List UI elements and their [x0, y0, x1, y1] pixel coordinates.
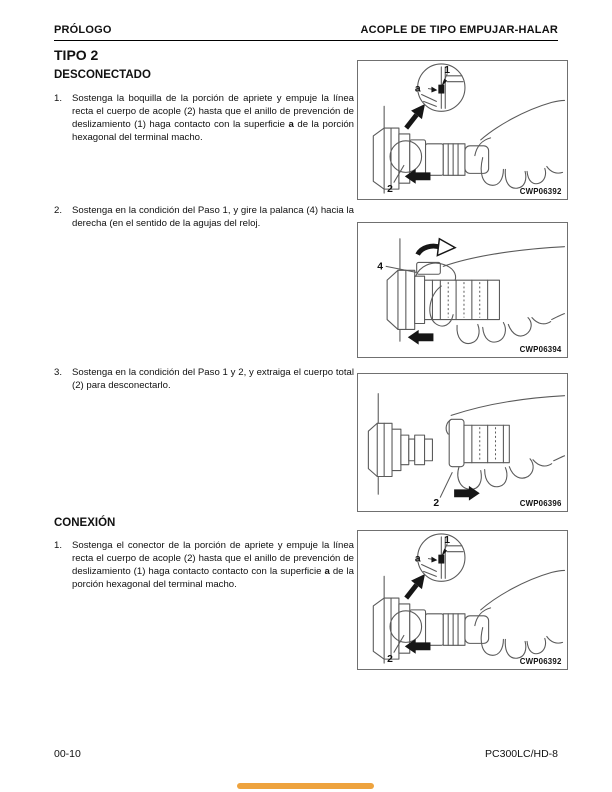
page-footer [54, 748, 558, 760]
step-text-bold: a [288, 119, 294, 130]
step-text-before: Sostenga la boquilla de la porción de apriete y empuje la línea recta el cuerpo de acople (2) hasta que el anillo de prevención de deslizamiento (1) haga contacto con la superficie [72, 93, 354, 130]
bottom-indicator-bar [237, 783, 374, 789]
page-number: 00-10 [54, 748, 81, 760]
figure-turn-lever [357, 222, 568, 358]
coupler-push-illustration [358, 61, 567, 199]
step-text-before: Sostenga en la condición del Paso 1 y 2, y extraiga el cuerpo total (2) para desconectarlo. [72, 367, 354, 391]
page-header [54, 24, 558, 41]
step-item-desconectado-3 [54, 366, 354, 392]
step-number: 2. [54, 205, 63, 216]
figure-caption: CWP06392 [519, 187, 562, 197]
step-item-desconectado-2 [54, 204, 354, 230]
section-title-tipo2: TIPO 2 [54, 47, 99, 63]
figure-caption: CWP06394 [519, 345, 562, 355]
coupler-lever-illustration [358, 223, 567, 357]
figure-label-a: a [414, 553, 421, 565]
coupler-push-illustration [358, 531, 567, 669]
figure-label-1: 1 [444, 534, 451, 546]
step-text-before: Sostenga en la condición del Paso 1, y gire la palanca (4) hacia la derecha (en el sentido de la agujas del reloj. [72, 205, 354, 229]
figure-disconnect-push [357, 60, 568, 200]
step-text-after: de la porción hexagonal del terminal macho. [72, 119, 354, 143]
figure-label-2: 2 [387, 654, 393, 666]
step-number: 3. [54, 367, 63, 378]
section-title-desconectado: DESCONECTADO [54, 69, 151, 81]
figure-label-1: 1 [444, 64, 451, 76]
step-text [72, 366, 354, 392]
step-text [72, 204, 354, 230]
step-text [72, 539, 354, 591]
figure-label-4: 4 [377, 261, 384, 273]
step-text [72, 92, 354, 144]
step-text-before: Sostenga el conector de la porción de apriete y empuje la línea recta el cuerpo de acople (2) hasta que el anillo de prevención de deslizamiento (1) haga contacto contacto con la superficie [72, 540, 354, 577]
coupler-pull-illustration [358, 374, 567, 511]
figure-label-2: 2 [387, 184, 393, 196]
section-title-conexion: CONEXIÓN [54, 517, 116, 529]
step-text-bold: a [324, 566, 330, 577]
step-number: 1. [54, 93, 63, 104]
step-number: 1. [54, 540, 63, 551]
figure-caption: CWP06392 [519, 657, 562, 667]
figure-connect-push [357, 530, 568, 670]
step-item-conexion-1 [54, 539, 354, 591]
figure-label-2: 2 [433, 498, 440, 510]
figure-caption: CWP06396 [519, 499, 562, 509]
step-text-after: de la porción hexagonal del terminal macho. [72, 566, 354, 590]
push-direction-arrow [408, 330, 434, 345]
figure-label-a: a [414, 83, 421, 95]
header-right-title: ACOPLE DE TIPO EMPUJAR-HALAR [360, 24, 558, 36]
step-item-desconectado-1 [54, 92, 354, 144]
figure-pull-apart [357, 373, 568, 512]
header-left-title: PRÓLOGO [54, 24, 112, 36]
model-code: PC300LC/HD-8 [485, 748, 558, 760]
